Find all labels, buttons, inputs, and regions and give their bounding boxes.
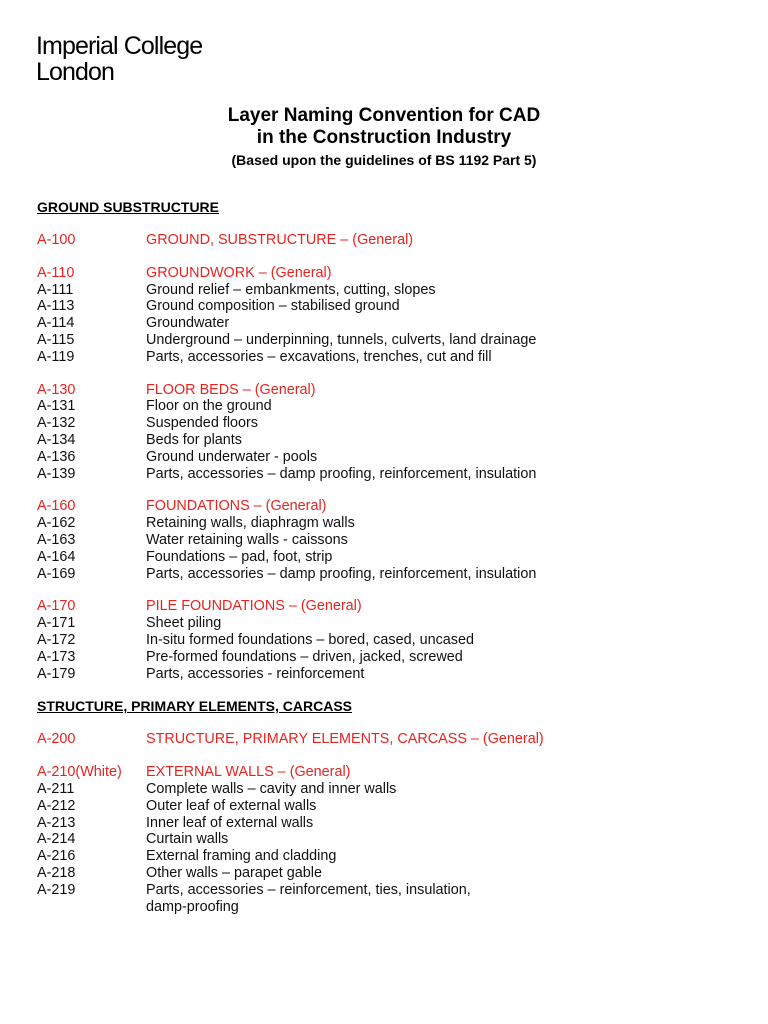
layer-code: A-100 [37, 232, 76, 248]
logo-line-2: London [36, 58, 115, 86]
layer-description: Suspended floors [146, 415, 259, 432]
layer-row [37, 815, 737, 832]
layer-row [37, 398, 737, 415]
layer-description: Inner leaf of external walls [146, 814, 314, 831]
layer-code: A-163 [37, 531, 76, 548]
layer-row [37, 332, 737, 349]
layer-code: A-212 [37, 797, 76, 814]
layer-group [37, 265, 737, 366]
layer-description: FOUNDATIONS – (General) [146, 498, 327, 515]
imperial-college-logo [36, 33, 202, 85]
subtitle: (Based upon the guidelines of BS 1192 Part 5) [231, 152, 537, 168]
layer-row [37, 781, 737, 798]
layer-row-general [37, 764, 737, 781]
layer-description: Parts, accessories – damp proofing, reinforcement, insulation [146, 565, 537, 582]
logo-line-1: Imperial College [36, 32, 203, 60]
layer-group [37, 598, 737, 682]
layer-description: Parts, accessories - reinforcement [146, 665, 365, 682]
layer-description: Pre-formed foundations – driven, jacked, screwed [146, 648, 463, 665]
layer-description: Floor on the ground [146, 398, 272, 415]
layer-description: Complete walls – cavity and inner walls [146, 780, 397, 797]
layer-code: A-134 [37, 431, 76, 448]
layer-row [37, 415, 737, 432]
layer-row-general [37, 498, 737, 515]
layer-description: Ground underwater - pools [146, 448, 318, 465]
layer-row [37, 649, 737, 666]
layer-row-general [37, 598, 737, 615]
layer-row [37, 831, 737, 848]
layer-row [37, 899, 737, 916]
layer-code: A-136 [37, 448, 76, 465]
layer-row [37, 882, 737, 899]
layer-description: Parts, accessories – reinforcement, ties, insulation, [146, 881, 471, 898]
layer-description: In-situ formed foundations – bored, cased, uncased [146, 631, 474, 648]
layer-description: Other walls – parapet gable [146, 864, 322, 881]
layer-code: A-210(White) [37, 764, 122, 781]
layer-description: Parts, accessories – excavations, trenches, cut and fill [146, 348, 492, 365]
layer-code: A-139 [37, 465, 76, 482]
layer-code: A-219 [37, 881, 76, 898]
layer-code: A-214 [37, 831, 76, 848]
layer-code: A-110 [37, 264, 75, 281]
layer-row [37, 798, 737, 815]
layer-code: A-113 [37, 298, 75, 315]
layer-description: Retaining walls, diaphragm walls [146, 515, 355, 532]
layer-group [37, 498, 737, 582]
layer-description: Water retaining walls - caissons [146, 531, 348, 548]
layer-code: A-111 [37, 281, 74, 298]
layer-description: External framing and cladding [146, 848, 337, 865]
layer-code: A-170 [37, 598, 76, 615]
section-heading: GROUND SUBSTRUCTURE [37, 199, 219, 215]
layer-description: Groundwater [146, 315, 230, 332]
layer-row [37, 566, 737, 583]
layer-description: EXTERNAL WALLS – (General) [146, 764, 351, 781]
title-line-1: Layer Naming Convention for CAD [227, 105, 541, 126]
layer-description: GROUND, SUBSTRUCTURE – (General) [146, 232, 414, 248]
layer-row-general [37, 731, 737, 748]
title-line-2: in the Construction Industry [256, 127, 512, 148]
layer-group [37, 232, 737, 249]
layer-row [37, 282, 737, 299]
layer-row [37, 515, 737, 532]
layer-row [37, 532, 737, 549]
layer-description: damp-proofing [146, 898, 239, 915]
layer-code: A-119 [37, 348, 75, 365]
layer-code: A-200 [37, 731, 76, 748]
layer-row [37, 449, 737, 466]
layer-description: Foundations – pad, foot, strip [146, 548, 333, 565]
layer-code: A-132 [37, 415, 76, 432]
layer-code: A-130 [37, 381, 76, 398]
layer-code: A-179 [37, 665, 76, 682]
layer-description: STRUCTURE, PRIMARY ELEMENTS, CARCASS – (General) [146, 731, 544, 748]
layer-description: Outer leaf of external walls [146, 797, 317, 814]
layer-row [37, 632, 737, 649]
layer-code: A-213 [37, 814, 76, 831]
layer-code: A-172 [37, 631, 76, 648]
layer-code: A-160 [37, 498, 76, 515]
layer-code: A-171 [37, 615, 76, 632]
layer-code: A-218 [37, 864, 76, 881]
layer-code: A-164 [37, 548, 76, 565]
layer-description: Ground relief – embankments, cutting, slopes [146, 281, 436, 298]
layer-description: FLOOR BEDS – (General) [146, 381, 316, 398]
layer-description: Curtain walls [146, 831, 229, 848]
layer-row [37, 432, 737, 449]
layer-description: PILE FOUNDATIONS – (General) [146, 598, 362, 615]
layer-row-general [37, 232, 737, 249]
layer-code: A-211 [37, 780, 75, 797]
layer-code: A-216 [37, 848, 76, 865]
layer-row [37, 848, 737, 865]
layer-description: GROUNDWORK – (General) [146, 264, 332, 281]
layer-code: A-131 [37, 398, 76, 415]
layer-row [37, 349, 737, 366]
layer-code: A-115 [37, 331, 75, 348]
layer-description: Sheet piling [146, 615, 222, 632]
layer-row [37, 298, 737, 315]
layer-code: A-169 [37, 565, 76, 582]
document-header [0, 105, 768, 169]
layer-code [37, 899, 146, 916]
layer-row [37, 549, 737, 566]
layer-code: A-162 [37, 515, 76, 532]
layer-code: A-114 [37, 315, 75, 332]
layer-code: A-173 [37, 648, 76, 665]
layer-row-general [37, 382, 737, 399]
layer-group [37, 382, 737, 483]
layer-group [37, 764, 737, 915]
layer-row [37, 865, 737, 882]
section-heading: STRUCTURE, PRIMARY ELEMENTS, CARCASS [37, 698, 353, 715]
layer-row [37, 466, 737, 483]
layer-row [37, 666, 737, 683]
layer-row [37, 615, 737, 632]
layer-description: Ground composition – stabilised ground [146, 298, 400, 315]
layer-row-general [37, 265, 737, 282]
layer-row [37, 315, 737, 332]
layer-list [37, 199, 737, 931]
layer-description: Underground – underpinning, tunnels, culverts, land drainage [146, 331, 537, 348]
layer-group [37, 731, 737, 748]
layer-description: Parts, accessories – damp proofing, reinforcement, insulation [146, 465, 537, 482]
layer-description: Beds for plants [146, 431, 242, 448]
